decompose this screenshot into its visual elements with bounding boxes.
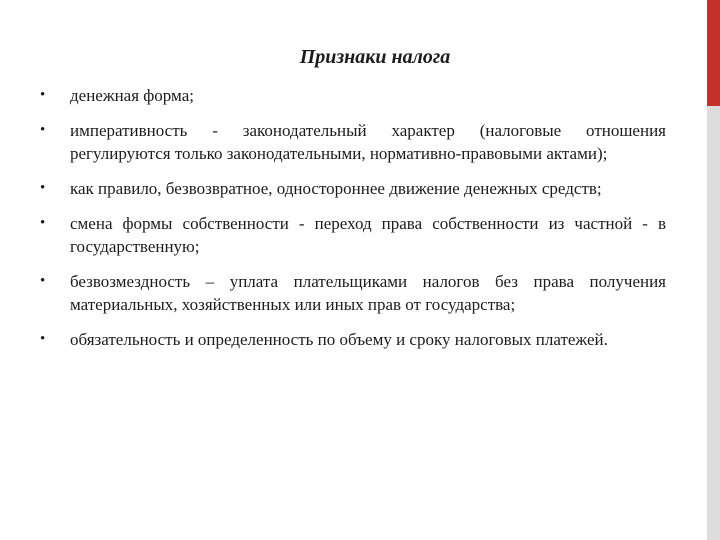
- bullet-item: [38, 212, 666, 258]
- bullet-text: обязательность и определенность по объему и сроку налоговых платежей.: [70, 330, 608, 349]
- bullet-dot-icon: •: [40, 331, 46, 347]
- bullet-text: императивность - законодательный характер (налоговые отношения регулируются только законодательными, нормативно-правовыми актами);: [70, 121, 666, 163]
- bullet-item: [38, 84, 666, 107]
- bullet-text: безвозмездность – уплата плательщиками налогов без права получения материальных, хозяйственных или иных прав от государства;: [70, 272, 666, 314]
- bullet-dot-icon: •: [40, 180, 46, 196]
- bullet-list: [38, 84, 666, 363]
- bullet-item: [38, 328, 666, 351]
- slide-title: Признаки налога: [299, 46, 451, 68]
- bullet-item: [38, 119, 666, 165]
- bullet-dot-icon: •: [40, 215, 46, 231]
- bullet-item: [38, 177, 666, 200]
- bullet-dot-icon: •: [40, 273, 46, 289]
- bullet-text: как правило, безвозвратное, одностороннее движение денежных средств;: [70, 179, 602, 198]
- bullet-item: [38, 270, 666, 316]
- bullet-text: денежная форма;: [70, 86, 194, 105]
- bullet-dot-icon: •: [40, 87, 46, 103]
- bullet-dot-icon: •: [40, 122, 46, 138]
- bullet-text: смена формы собственности - переход права собственности из частной - в государственную;: [70, 214, 666, 256]
